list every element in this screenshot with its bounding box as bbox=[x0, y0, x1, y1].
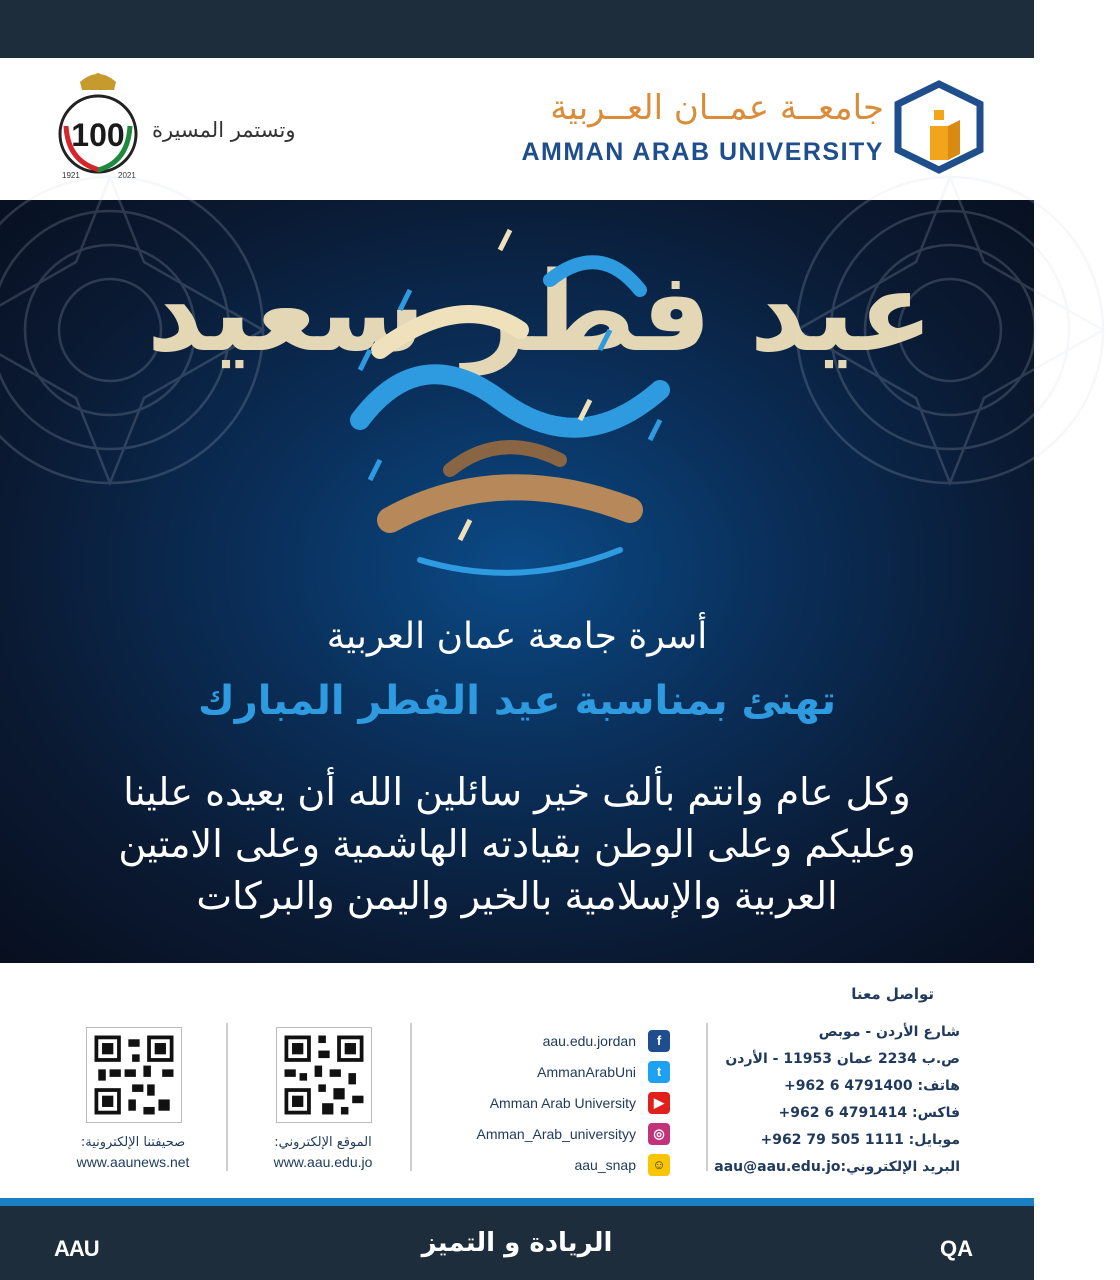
qa-logo: QA bbox=[940, 1236, 973, 1261]
svg-text:2021: 2021 bbox=[118, 171, 136, 180]
svg-text:1921: 1921 bbox=[62, 171, 80, 180]
divider bbox=[706, 1023, 708, 1171]
svg-text:عيد فطر سعيد: عيد فطر سعيد bbox=[146, 248, 934, 376]
contact-mobile: موبايل: 1111 505 79 962+ bbox=[760, 1132, 960, 1148]
contact-pobox: ص.ب 2234 عمان 11953 - الأردن bbox=[725, 1051, 960, 1067]
contact-fax: فاكس: 4791414 6 962+ bbox=[778, 1105, 960, 1121]
website-url[interactable]: www.aau.edu.jo bbox=[273, 1154, 373, 1170]
contact-address: شارع الأردن - موبص bbox=[818, 1024, 960, 1040]
eid-banner bbox=[0, 200, 1034, 963]
contact-info bbox=[700, 1019, 960, 1181]
greeting-paragraph bbox=[40, 766, 994, 922]
social-label: aau.edu.jordan bbox=[542, 1032, 636, 1049]
centenary-text: وتستمر المسيرة bbox=[152, 118, 296, 142]
family-greeting: أسرة جامعة عمان العربية bbox=[326, 616, 708, 657]
social-instagram[interactable] bbox=[430, 1118, 670, 1149]
news-url[interactable]: www.aaunews.net bbox=[76, 1154, 190, 1170]
university-logo-icon bbox=[896, 82, 982, 172]
social-snapchat[interactable] bbox=[430, 1149, 670, 1180]
top-bar bbox=[0, 0, 1034, 58]
accent-bar bbox=[0, 1198, 1034, 1206]
greeting-line: وعليكم وعلى الوطن بقيادته الهاشمية وعلى الامتين bbox=[118, 822, 916, 866]
footer bbox=[0, 963, 1034, 1198]
facebook-icon: f bbox=[648, 1030, 670, 1052]
website-label: الموقع الإلكتروني: bbox=[274, 1135, 372, 1150]
social-label: Amman Arab University bbox=[489, 1094, 636, 1111]
greeting-line: العربية والإسلامية بالخير واليمن والبركات bbox=[196, 874, 838, 918]
university-name-english: AMMAN ARAB UNIVERSITY bbox=[521, 138, 884, 166]
snapchat-icon: ☺ bbox=[648, 1154, 670, 1176]
bottom-bar bbox=[0, 1206, 1034, 1280]
contact-phone: هاتف: 4791400 6 962+ bbox=[783, 1078, 960, 1094]
qr-code-news-icon[interactable] bbox=[86, 1027, 182, 1123]
social-label: AmmanArabUni bbox=[537, 1063, 636, 1080]
slogan: الريادة و التميز bbox=[421, 1228, 613, 1258]
social-label: aau_snap bbox=[574, 1156, 636, 1173]
eid-congratulation: تهنئ بمناسبة عيد الفطر المبارك bbox=[198, 678, 836, 724]
instagram-icon: ◎ bbox=[648, 1123, 670, 1145]
social-facebook[interactable] bbox=[430, 1025, 670, 1056]
social-label: Amman_Arab_universityy bbox=[476, 1125, 636, 1142]
eid-calligraphy bbox=[146, 220, 934, 600]
twitter-icon: t bbox=[648, 1061, 670, 1083]
contact-title: تواصل معنا bbox=[851, 985, 934, 1003]
greeting-line: وكل عام وانتم بألف خير سائلين الله أن يعيده علينا bbox=[123, 770, 911, 814]
aau-logo: AAU bbox=[54, 1236, 99, 1261]
contact-email[interactable]: البريد الإلكتروني:aau@aau.edu.jo bbox=[714, 1159, 960, 1175]
divider bbox=[226, 1023, 228, 1171]
social-twitter[interactable] bbox=[430, 1056, 670, 1087]
divider bbox=[410, 1023, 412, 1171]
social-youtube[interactable] bbox=[430, 1087, 670, 1118]
qr-code-website-icon[interactable] bbox=[276, 1027, 372, 1123]
svg-text:100: 100 bbox=[71, 117, 125, 153]
university-name-arabic: جامعــة عمــان العــربية bbox=[550, 88, 884, 128]
news-label: صحيفتنا الإلكترونية: bbox=[80, 1135, 186, 1150]
youtube-icon: ▶ bbox=[648, 1092, 670, 1114]
social-links bbox=[430, 1025, 670, 1180]
